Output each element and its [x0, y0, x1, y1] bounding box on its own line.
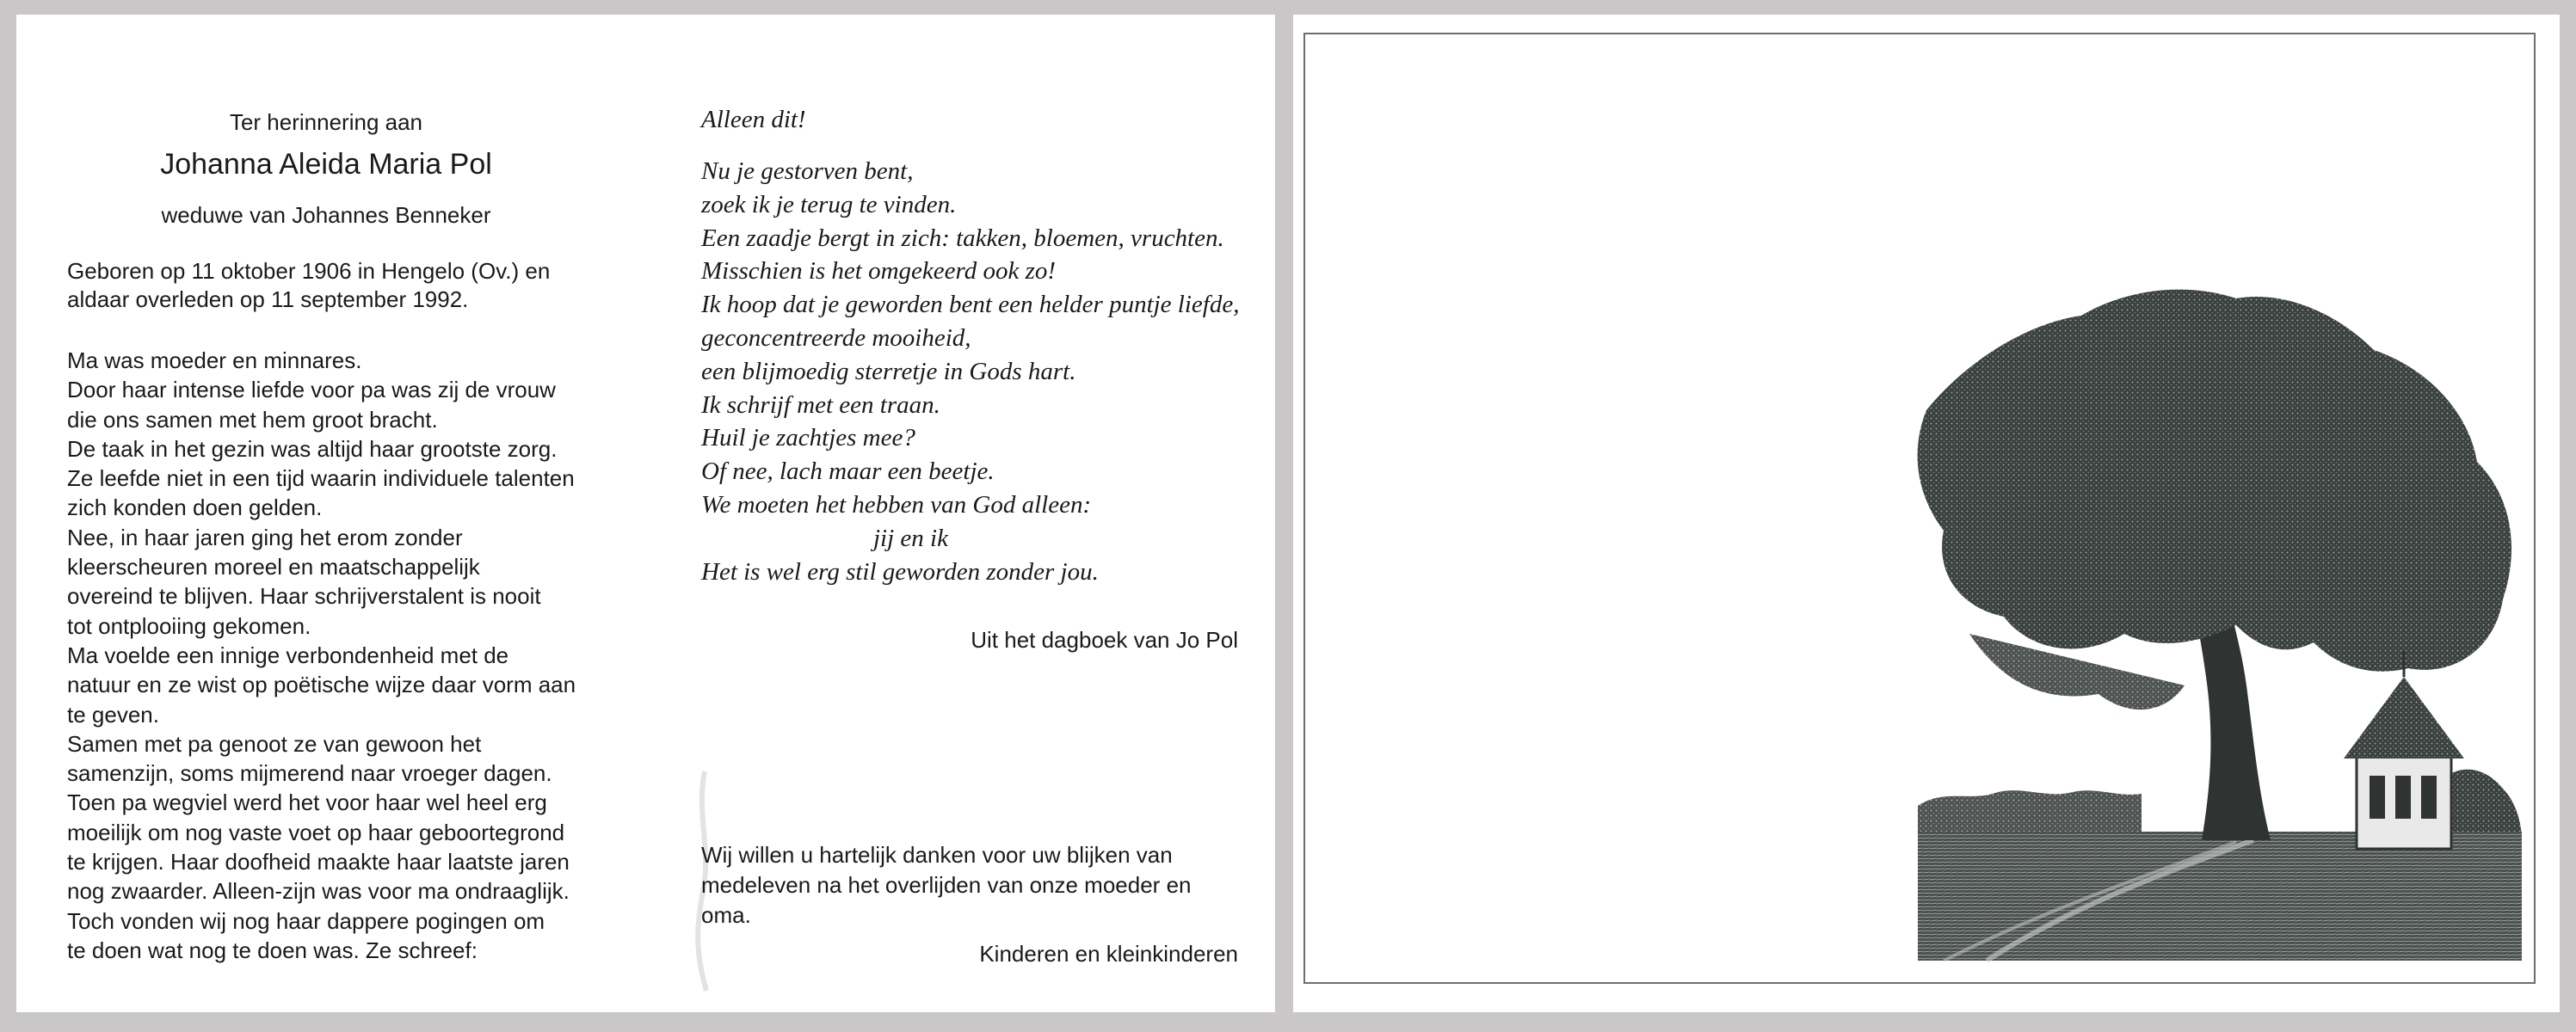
poem-line: Of nee, lach maar een beetje. [701, 458, 995, 486]
poem-line: Een zaadje bergt in zich: takken, bloemen, vruchten. [701, 224, 1224, 252]
thanks-line: oma. [701, 902, 751, 928]
death-line: aldaar overleden op 11 september 1992. [67, 286, 469, 312]
biography-line: moeilijk om nog vaste voet op haar geboortegrond [67, 819, 565, 845]
poem [701, 106, 1252, 588]
poem-line: We moeten het hebben van God alleen: [701, 490, 1092, 519]
poem-line: jij en ik [873, 524, 948, 552]
birth-death-statement [67, 257, 618, 314]
poem-line: een blijmoedig sterretje in Gods hart. [701, 357, 1076, 385]
memorial-card-text-side [16, 15, 1275, 1012]
poem-line: Huil je zachtjes mee? [701, 424, 915, 452]
biography-line: Samen met pa genoot ze van gewoon het [67, 730, 482, 757]
biography-line: nog zwaarder. Alleen-zijn was voor ma ondraaglijk. [67, 878, 570, 905]
biography-line: zich konden doen gelden. [67, 494, 323, 521]
biography-line: Nee, in haar jaren ging het erom zonder [67, 524, 463, 550]
biography-line: kleerscheuren moreel en maatschappelijk [67, 554, 480, 580]
poem-source: Uit het dagboek van Jo Pol [971, 627, 1238, 653]
biography-line: natuur en ze wist op poëtische wijze daar vorm aan [67, 672, 576, 698]
biography-line: De taak in het gezin was altijd haar grootste zorg. [67, 435, 558, 462]
poem-line: Misschien is het omgekeerd ook zo! [701, 257, 1057, 286]
poem-line: Nu je gestorven bent, [701, 157, 914, 185]
biography-line: overeind te blijven. Haar schrijverstalent is nooit [67, 583, 541, 610]
biography-line: Door haar intense liefde voor pa was zij de vrouw [67, 377, 556, 403]
biography-line: Ma voelde een innige verbondenheid met de [67, 642, 509, 668]
biography-line: Toch vonden wij nog haar dappere pogingen om [67, 907, 545, 934]
biography-line: tot ontplooiing gekomen. [67, 612, 311, 639]
thanks-line: Wij willen u hartelijk danken voor uw blijken van [701, 842, 1173, 868]
oak-tree-chapel-illustration [1909, 273, 2529, 969]
poem-title: Alleen dit! [701, 106, 806, 133]
thanks-message [701, 840, 1252, 931]
biography-line: te doen wat nog te doen was. Ze schreef: [67, 937, 478, 963]
poem-line: zoek ik je terug te vinden. [701, 190, 957, 218]
intro-text: Ter herinnering aan [229, 109, 423, 135]
memorial-card-illustration-side [1293, 15, 2560, 1012]
biography-line: Toen pa wegviel werd het voor haar wel heel erg [67, 789, 547, 816]
poem-line: Ik schrijf met een traan. [701, 390, 940, 419]
thanks-line: medeleven na het overlijden van onze moeder en [701, 872, 1192, 898]
biography-line: te geven. [67, 701, 159, 728]
signature: Kinderen en kleinkinderen [979, 941, 1238, 967]
biography-line: die ons samen met hem groot bracht. [67, 406, 438, 433]
poem-line: Het is wel erg stil geworden zonder jou. [701, 557, 1099, 586]
deceased-name: Johanna Aleida Maria Pol [160, 148, 492, 181]
birth-line: Geboren op 11 oktober 1906 in Hengelo (Ov.) en [67, 258, 551, 284]
biography-line: samenzijn, soms mijmerend naar vroeger dagen. [67, 760, 552, 787]
poem-line: geconcentreerde mooiheid, [701, 323, 971, 352]
biography-line: Ma was moeder en minnares. [67, 347, 362, 373]
widow-of-text: weduwe van Johannes Benneker [161, 202, 491, 228]
chapel [2344, 651, 2464, 849]
tree-crown [1918, 290, 2511, 672]
biography-line: te krijgen. Haar doofheid maakte haar laatste jaren [67, 849, 570, 875]
poem-line: Ik hoop dat je geworden bent een helder puntje liefde, [701, 291, 1240, 319]
biography [67, 346, 618, 965]
biography-line: Ze leefde niet in een tijd waarin individuele talenten [67, 465, 575, 492]
